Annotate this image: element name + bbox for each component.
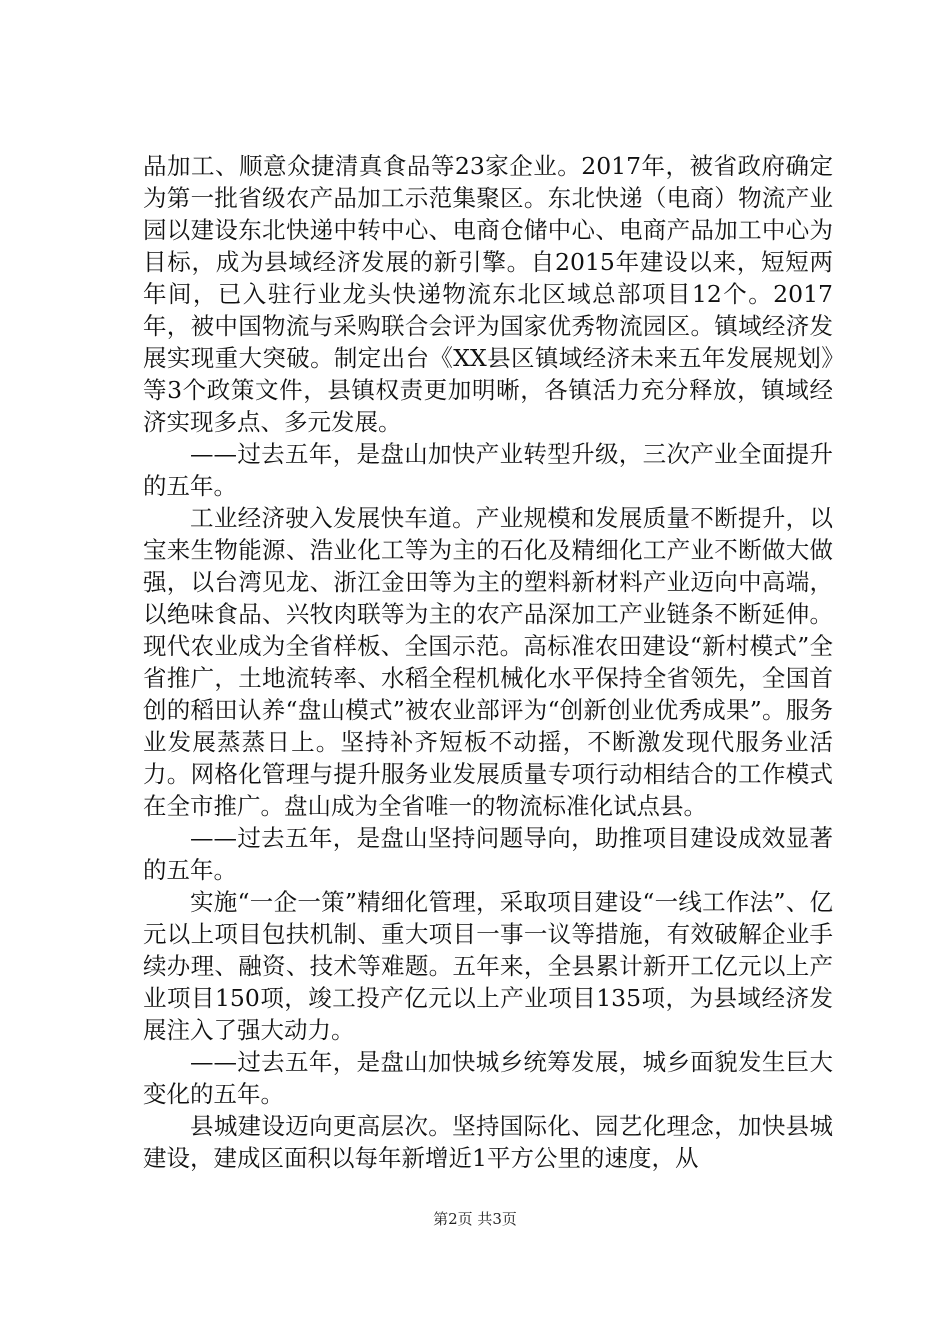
paragraph: 工业经济驶入发展快车道。产业规模和发展质量不断提升，以宝来生物能源、浩业化工等为主的石化及精细化工产业不断做大做强，以台湾见龙、浙江金田等为主的塑料新材料产业迈向中高端，以绝味食品、兴牧肉联等为主的农产品深加工产业链条不断延伸。现代农业成为全省样板、全国示范。高标准农田建设“新村模式”全省推广，土地流转率、水稻全程机械化水平保持全省领先，全国首创的稻田认养“盘山模式”被农业部评为“创新创业优秀成果”。服务业发展蒸蒸日上。坚持补齐短板不动摇，不断激发现代服务业活力。网格化管理与提升服务业发展质量专项行动相结合的工作模式在全市推广。盘山成为全省唯一的物流标准化试点县。 xyxy=(143,504,833,820)
paragraph: ——过去五年，是盘山加快产业转型升级，三次产业全面提升的五年。 xyxy=(143,440,833,500)
paragraph: 品加工、顺意众捷清真食品等23家企业。2017年，被省政府确定为第一批省级农产品加工示范集聚区。东北快递（电商）物流产业园以建设东北快递中转中心、电商仓储中心、电商产品加工中心为目标，成为县域经济发展的新引擎。自2015年建设以来，短短两年间，已入驻行业龙头快递物流东北区域总部项目12个。2017年，被中国物流与采购联合会评为国家优秀物流园区。镇域经济发展实现重大突破。制定出台《XX县区镇域经济未来五年发展规划》等3个政策文件，县镇权责更加明晰，各镇活力充分释放，镇域经济实现多点、多元发展。 xyxy=(143,152,833,436)
paragraph: ——过去五年，是盘山加快城乡统筹发展，城乡面貌发生巨大变化的五年。 xyxy=(143,1048,833,1108)
page-number-label: 第2页 共3页 xyxy=(433,1210,517,1228)
document-body xyxy=(143,150,833,1174)
paragraph: ——过去五年，是盘山坚持问题导向，助推项目建设成效显著的五年。 xyxy=(143,824,833,884)
page-footer xyxy=(0,1208,950,1229)
paragraph: 实施“一企一策”精细化管理，采取项目建设“一线工作法”、亿元以上项目包扶机制、重大项目一事一议等措施，有效破解企业手续办理、融资、技术等难题。五年来，全县累计新开工亿元以上产业项目150项，竣工投产亿元以上产业项目135项，为县域经济发展注入了强大动力。 xyxy=(143,888,833,1044)
paragraph: 县城建设迈向更高层次。坚持国际化、园艺化理念，加快县城建设，建成区面积以每年新增近1平方公里的速度，从 xyxy=(143,1112,833,1172)
